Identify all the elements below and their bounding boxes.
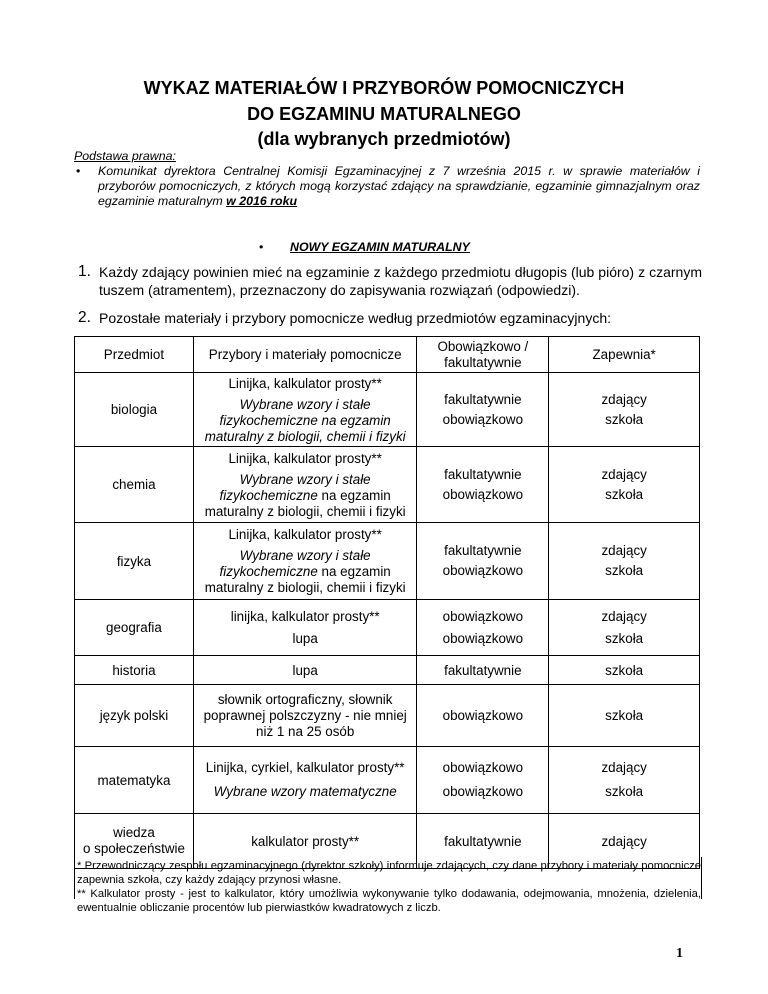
materials-cell: linijka, kalkulator prosty** lupa bbox=[193, 600, 417, 656]
materials-cell: Linijka, kalkulator prosty** Wybrane wzory i stałe fizykochemiczne na egzamin maturalny z biologii, chemii i fizyki bbox=[193, 373, 417, 447]
point-2 bbox=[78, 309, 702, 327]
footnote-1: * Przewodniczący zespołu egzaminacyjnego (dyrektor szkoły) informuje zdających, czy dane przybory i materiały pomocnicze zapewnia szkoła, czy każdy zdający przynosi własne. bbox=[77, 860, 701, 886]
materials-cell: lupa bbox=[193, 656, 417, 685]
table-header-row bbox=[75, 337, 700, 373]
materials-table bbox=[74, 336, 700, 869]
legal-basis-item bbox=[74, 164, 700, 209]
materials-cell: Linijka, kalkulator prosty** Wybrane wzory i stałe fizykochemiczne na egzamin maturalny z biologii, chemii i fizyki bbox=[193, 447, 417, 523]
materials-cell: słownik ortograficzny, słownik poprawnej polszczyzny - nie mniej niż 1 na 25 osób bbox=[193, 685, 417, 747]
subject-cell: chemia bbox=[75, 447, 194, 523]
provides-cell: zdający szkoła bbox=[549, 447, 700, 523]
materials-cell: Linijka, cyrkiel, kalkulator prosty** Wybrane wzory matematyczne bbox=[193, 747, 417, 814]
point-number: 1. bbox=[78, 263, 91, 280]
table-row bbox=[75, 685, 700, 747]
footnote-2: ** Kalkulator prosty - jest to kalkulator, który umożliwia wykonywanie tylko dodawania, odejmowania, mnożenia, dzielenia, ewentualnie obliczanie procentów lub pierwiastków kwadratowych z liczb. bbox=[77, 888, 701, 914]
table-row bbox=[75, 523, 700, 600]
required-cell: fakultatywnie obowiązkowo bbox=[417, 373, 549, 447]
table-row bbox=[75, 747, 700, 814]
provides-cell: zdający szkoła bbox=[549, 600, 700, 656]
required-cell: obowiązkowo obowiązkowo bbox=[417, 600, 549, 656]
provides-cell: szkoła bbox=[549, 656, 700, 685]
provides-cell: zdający szkoła bbox=[549, 523, 700, 600]
header-provides: Zapewnia* bbox=[549, 337, 700, 373]
bullet-icon: • bbox=[259, 240, 264, 254]
page-number: 1 bbox=[676, 946, 683, 961]
legal-basis bbox=[74, 149, 700, 209]
provides-cell: zdający szkoła bbox=[549, 373, 700, 447]
required-cell: fakultatywnie bbox=[417, 814, 549, 869]
provides-cell: zdający bbox=[549, 814, 700, 869]
legal-basis-text: Komunikat dyrektora Centralnej Komisji Egzaminacyjnej z 7 września 2015 r. w sprawie materiałów i przyborów pomocniczych, z których mogą korzystać zdający na sprawdzianie, egzaminie gimnazjalnym oraz egzaminie maturalnym bbox=[98, 164, 700, 208]
table-row bbox=[75, 600, 700, 656]
exam-heading: NOWY EGZAMIN MATURALNY bbox=[290, 240, 470, 254]
table-row bbox=[75, 373, 700, 447]
required-cell: fakultatywnie obowiązkowo bbox=[417, 523, 549, 600]
provides-cell: zdający szkoła bbox=[549, 747, 700, 814]
required-cell: fakultatywnie obowiązkowo bbox=[417, 447, 549, 523]
footnotes bbox=[74, 857, 702, 914]
required-cell: obowiązkowo obowiązkowo bbox=[417, 747, 549, 814]
header-required: Obowiązkowo / fakultatywnie bbox=[417, 337, 549, 373]
subject-cell: wiedza o społeczeństwie bbox=[75, 814, 194, 869]
legal-basis-label: Podstawa prawna: bbox=[74, 149, 176, 163]
point-text: Pozostałe materiały i przybory pomocnicze według przedmiotów egzaminacyjnych: bbox=[99, 310, 612, 326]
title-line-3: (dla wybranych przedmiotów) bbox=[257, 129, 511, 149]
subject-cell: język polski bbox=[75, 685, 194, 747]
materials-cell: Linijka, kalkulator prosty** Wybrane wzory i stałe fizykochemiczne na egzamin maturalny z biologii, chemii i fizyki bbox=[193, 523, 417, 600]
bullet-icon: • bbox=[76, 164, 81, 178]
table-row bbox=[75, 447, 700, 523]
provides-cell: szkoła bbox=[549, 685, 700, 747]
table-row bbox=[75, 656, 700, 685]
title-line-1: WYKAZ MATERIAŁÓW I PRZYBORÓW POMOCNICZYCH bbox=[143, 78, 625, 98]
point-1 bbox=[78, 263, 702, 299]
point-text: Każdy zdający powinien mieć na egzaminie z każdego przedmiotu długopis (lub pióro) z czarnym tuszem (atramentem), przeznaczony do zapisywania rozwiązań (odpowiedzi). bbox=[99, 264, 702, 298]
subject-cell: fizyka bbox=[75, 523, 194, 600]
subject-cell: geografia bbox=[75, 600, 194, 656]
point-number: 2. bbox=[78, 309, 91, 326]
title-line-2: DO EGZAMINU MATURALNEGO bbox=[247, 104, 521, 124]
header-materials: Przybory i materiały pomocnicze bbox=[193, 337, 417, 373]
legal-basis-year: w 2016 roku bbox=[226, 194, 298, 208]
required-cell: obowiązkowo bbox=[417, 685, 549, 747]
subject-cell: matematyka bbox=[75, 747, 194, 814]
materials-cell: kalkulator prosty** bbox=[193, 814, 417, 869]
subject-cell: historia bbox=[75, 656, 194, 685]
subject-cell: biologia bbox=[75, 373, 194, 447]
required-cell: fakultatywnie bbox=[417, 656, 549, 685]
header-subject: Przedmiot bbox=[75, 337, 194, 373]
